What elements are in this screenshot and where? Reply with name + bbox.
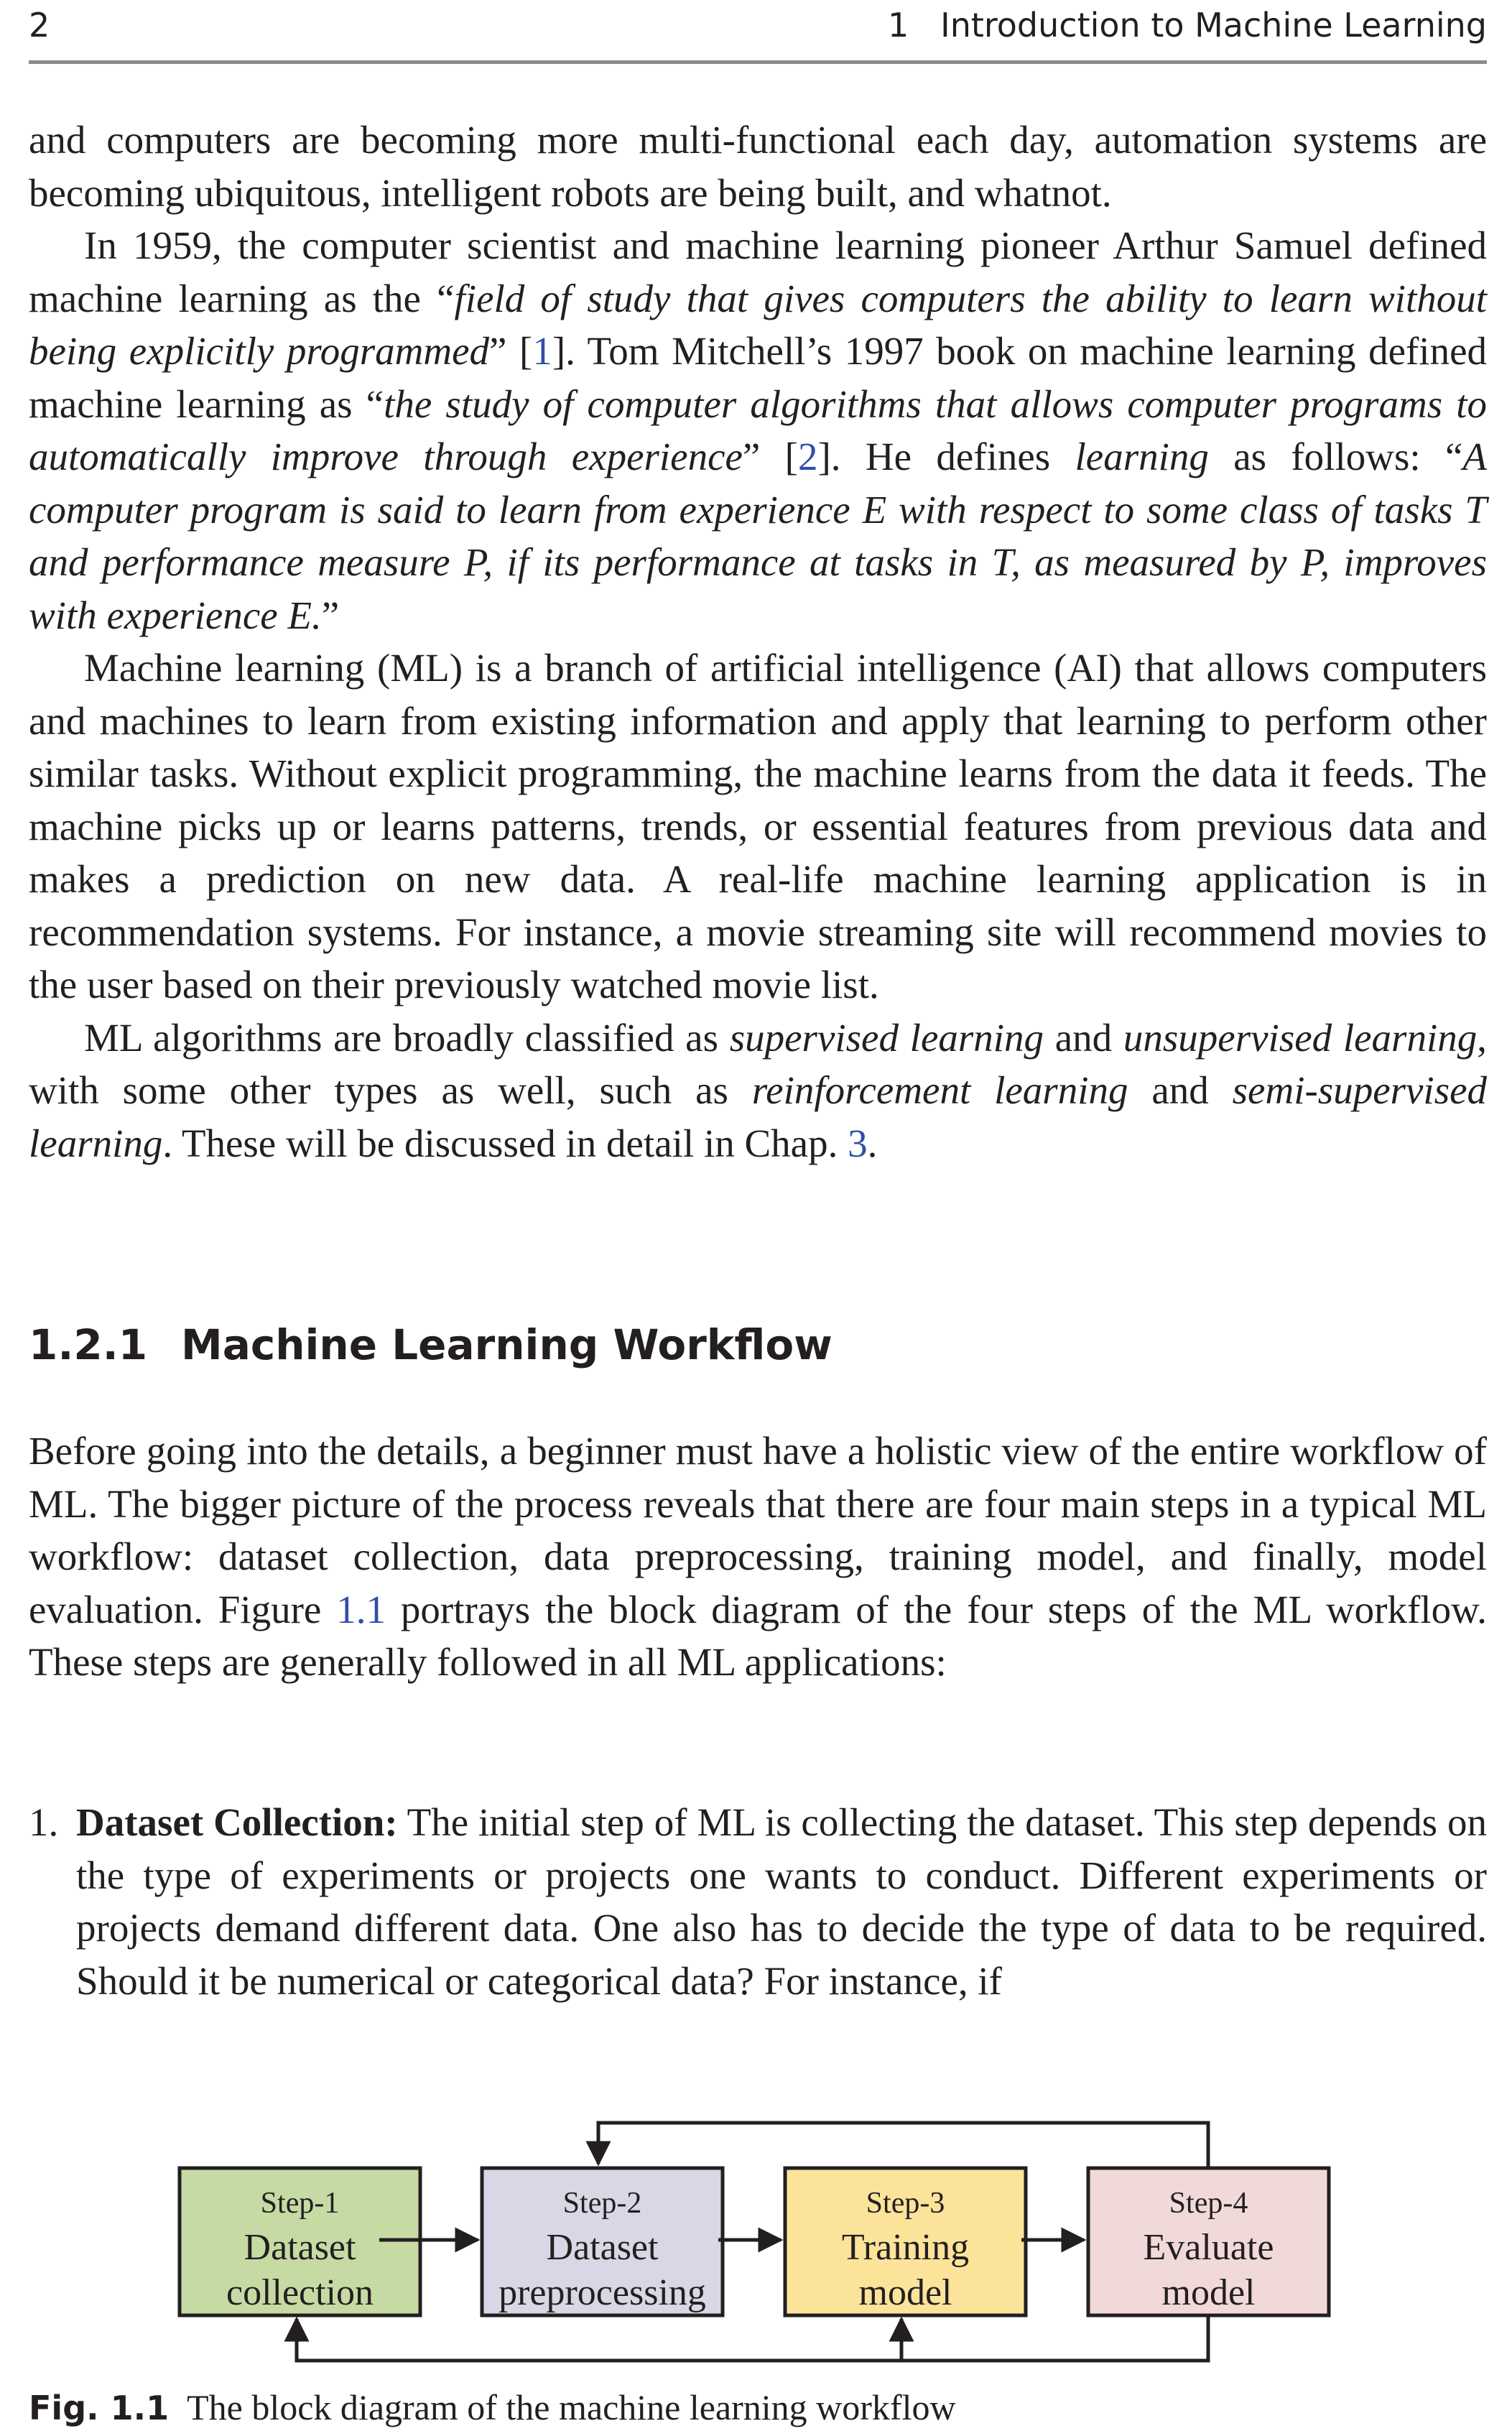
list-item	[29, 1796, 1487, 2007]
workflow-text	[29, 1425, 1487, 1689]
samuel-definition: field of study that gives computers the ability to learn without being explicitly programmed	[29, 276, 1487, 373]
section-heading	[29, 1320, 832, 1369]
feedback-step4-to-step2	[598, 2123, 1208, 2168]
citation-link-2[interactable]: 2	[797, 435, 818, 478]
p4-text-1: ML algorithms are broadly classified as	[84, 1015, 730, 1060]
step-label-line-1: Training	[841, 2227, 970, 2268]
p4-text-2: and	[1044, 1015, 1123, 1060]
workflow-diagram	[0, 2083, 1512, 2385]
figure-caption-text: The block diagram of the machine learning workflow	[187, 2387, 956, 2427]
term-unsupervised: unsupervised learning	[1123, 1015, 1478, 1060]
workflow-step-3	[785, 2168, 1026, 2315]
p4-text-3: , with some other types as well, such as	[29, 1015, 1487, 1112]
p2-text-3: ]. Tom Mitchell’s 1997 book on machine learning defined machine learning as “	[29, 329, 1488, 426]
step-label-line-2: collection	[226, 2272, 374, 2313]
workflow-paragraph	[29, 1425, 1487, 1689]
paragraph-3: Machine learning (ML) is a branch of artificial intelligence (AI) that allows computers and machines to learn from existing information and apply that learning to perform other similar tasks. Without explicit programming, the machine learns from the data it feeds. The machine picks up or learns patterns, trends, or essential features from previous data and makes a prediction on new data. A real-life machine learning application is in recommendation systems. For instance, a movie streaming site will recommend movies to the user based on their previously watched movie list.	[29, 646, 1487, 1006]
step-label-line-2: model	[858, 2272, 952, 2313]
paragraph-4	[29, 1011, 1487, 1170]
step-label-line-2: model	[1161, 2272, 1256, 2313]
figure-caption	[29, 2386, 956, 2428]
step-label-line-1: Dataset	[546, 2227, 659, 2268]
learning-definition: A computer program is said to learn from experience E with respect to some class of tasks T and performance measure P, if its performance at tasks in T, as measured by P, improves with experience E.	[29, 435, 1487, 637]
workflow-text-2: portrays the block diagram of the four steps of the ML workflow. These steps are generally followed in all ML applications:	[29, 1587, 1487, 1684]
term-semi-supervised: semi-supervised learning	[29, 1068, 1488, 1165]
running-head-title: 1 Introduction to Machine Learning	[888, 6, 1487, 45]
p2-text-4: ” [	[742, 435, 798, 478]
workflow-text-1: Before going into the details, a beginner must have a holistic view of the entire workflow of ML. The bigger picture of the process reveals that there are four main steps in a typical ML workflow: dataset collection, data preprocessing, training model, and finally, model evaluation. Figure	[29, 1429, 1487, 1631]
section-title: Machine Learning Workflow	[181, 1320, 832, 1369]
step-label-line-2: preprocessing	[498, 2272, 706, 2313]
p4-text-6: .	[867, 1121, 878, 1165]
figure-label: Fig. 1.1	[29, 2389, 170, 2427]
p2-text-5: ]. He defines	[817, 435, 1075, 478]
term-supervised: supervised learning	[729, 1015, 1044, 1060]
figure-link[interactable]: 1.1	[336, 1587, 386, 1631]
p2-text-2: ” [	[489, 329, 533, 373]
step-number: Step-4	[1169, 2187, 1248, 2220]
list-marker: 1.	[29, 1800, 59, 1844]
list-item-text: The initial step of ML is collecting the dataset. This step depends on the type of experiments or projects one wants to conduct. Different experiments or projects demand different data. One also has to decide the type of data to be required. Should it be numerical or categorical data? For instance, if	[76, 1800, 1487, 2003]
paragraph-1: and computers are becoming more multi-functional each day, automation systems are becoming ubiquitous, intelligent robots are being built, and whatnot.	[29, 118, 1487, 215]
learning-term: learning	[1075, 435, 1209, 478]
feedback-step4-to-step1-step3	[297, 2315, 1208, 2361]
steps-list	[29, 1796, 1487, 2007]
header-rule	[29, 60, 1487, 64]
p2-text-7: ”	[321, 593, 340, 637]
body-text	[29, 114, 1487, 1170]
p2-text-1: In 1959, the computer scientist and machine learning pioneer Arthur Samuel defined machine learning as the “	[29, 223, 1487, 320]
step-number: Step-3	[866, 2187, 945, 2220]
p4-text-4: and	[1128, 1068, 1233, 1112]
mitchell-definition: the study of computer algorithms that allows computer programs to automatically improve through experience	[29, 381, 1487, 478]
step-label-line-1: Evaluate	[1143, 2227, 1274, 2268]
paragraph-2	[29, 219, 1487, 642]
step-number: Step-1	[260, 2187, 340, 2220]
p2-text-6: as follows: “	[1208, 435, 1463, 478]
section-number: 1.2.1	[29, 1320, 148, 1369]
page-number: 2	[29, 6, 50, 45]
workflow-step-2	[482, 2168, 723, 2315]
term-reinforcement: reinforcement learning	[751, 1068, 1128, 1112]
p4-text-5: . These will be discussed in detail in Chap.	[162, 1121, 848, 1165]
citation-link-1[interactable]: 1	[532, 329, 552, 373]
chapter-link[interactable]: 3	[848, 1121, 868, 1165]
running-header	[29, 0, 1487, 66]
list-item-title: Dataset Collection:	[76, 1800, 398, 1844]
step-number: Step-2	[562, 2187, 642, 2220]
step-label-line-1: Dataset	[244, 2227, 356, 2268]
workflow-step-4	[1088, 2168, 1329, 2315]
